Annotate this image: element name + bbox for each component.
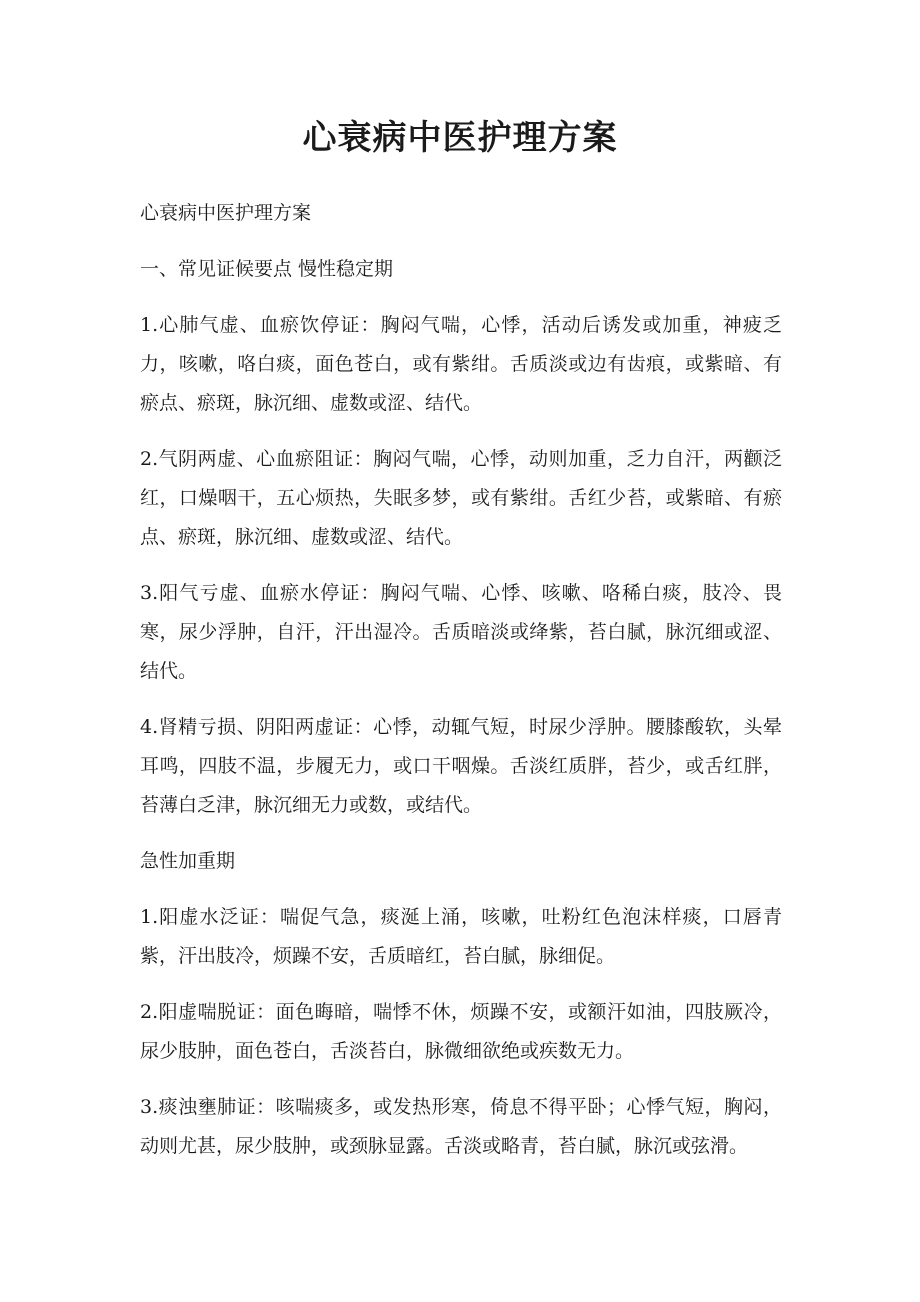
paragraph-acute-1: 1.阳虚水泛证：喘促气急，痰涎上涌，咳嗽，吐粉红色泡沫样痰，口唇青紫，汗出肢冷，烦躁不安，舌质暗红，苔白腻，脉细促。 bbox=[140, 906, 782, 967]
paragraph-section-heading-chronic: 一、常见证候要点 慢性稳定期 bbox=[140, 258, 394, 280]
paragraph-chronic-3: 3.阳气亏虚、血瘀水停证：胸闷气喘、心悸、咳嗽、咯稀白痰，肢冷、畏寒，尿少浮肿，自汗，汗出湿冷。舌质暗淡或绛紫，苔白腻，脉沉细或涩、结代。 bbox=[140, 582, 782, 682]
paragraph-acute-3: 3.痰浊壅肺证：咳喘痰多，或发热形寒，倚息不得平卧；心悸气短，胸闷，动则尤甚，尿少肢肿，或颈脉显露。舌淡或略青，苔白腻，脉沉或弦滑。 bbox=[140, 1096, 782, 1157]
document-body bbox=[140, 194, 782, 1183]
paragraph-chronic-1: 1.心肺气虚、血瘀饮停证：胸闷气喘，心悸，活动后诱发或加重，神疲乏力，咳嗽，咯白痰，面色苍白，或有紫绀。舌质淡或边有齿痕，或紫暗、有瘀点、瘀斑，脉沉细、虚数或涩、结代。 bbox=[140, 314, 782, 414]
paragraph-subtitle: 心衰病中医护理方案 bbox=[140, 202, 312, 224]
paragraph-section-heading-acute: 急性加重期 bbox=[140, 850, 236, 872]
paragraph-chronic-4: 4.肾精亏损、阴阳两虚证：心悸，动辄气短，时尿少浮肿。腰膝酸软，头晕耳鸣，四肢不温，步履无力，或口干咽燥。舌淡红质胖，苔少，或舌红胖，苔薄白乏津，脉沉细无力或数，或结代。 bbox=[140, 716, 782, 816]
paragraph-acute-2: 2.阳虚喘脱证：面色晦暗，喘悸不休，烦躁不安，或额汗如油，四肢厥冷，尿少肢肿，面色苍白，舌淡苔白，脉微细欲绝或疾数无力。 bbox=[140, 1001, 782, 1062]
paragraph-chronic-2: 2.气阴两虚、心血瘀阻证：胸闷气喘，心悸，动则加重，乏力自汗，两颧泛红，口燥咽干，五心烦热，失眠多梦，或有紫绀。舌红少苔，或紫暗、有瘀点、瘀斑，脉沉细、虚数或涩、结代。 bbox=[140, 448, 782, 548]
document-title: 心衰病中医护理方案 bbox=[302, 118, 618, 158]
